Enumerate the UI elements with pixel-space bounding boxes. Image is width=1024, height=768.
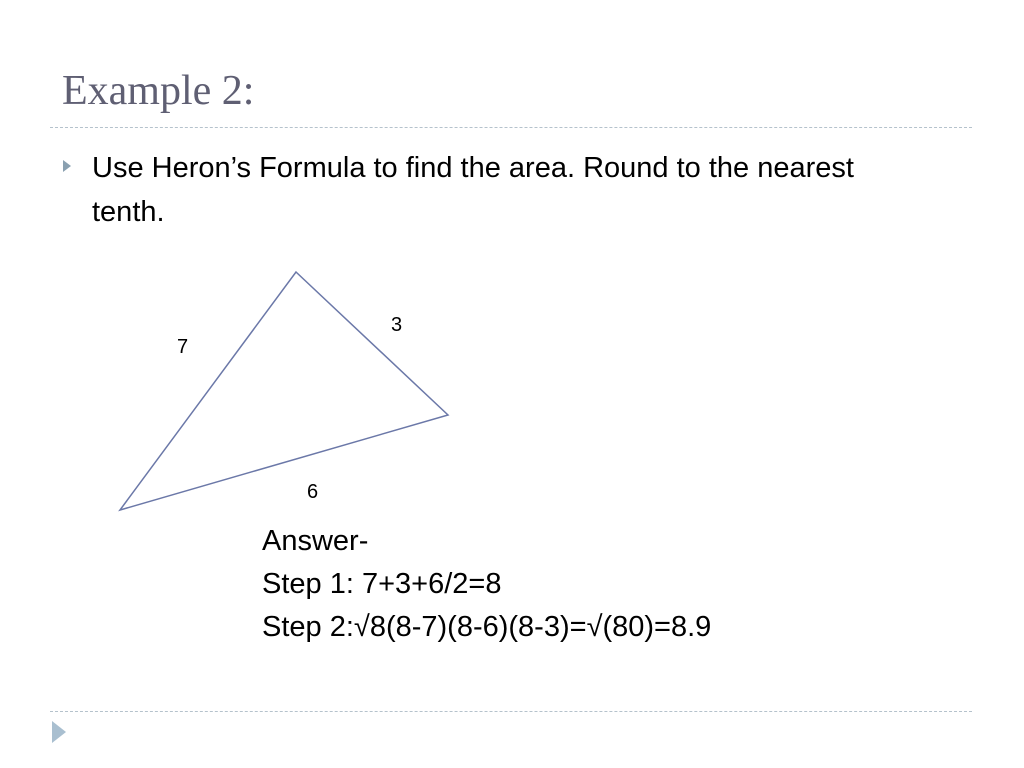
answer-block xyxy=(262,520,711,649)
answer-step-2: Step 2:√8(8-7)(8-6)(8-3)=√(80)=8.9 xyxy=(262,611,712,643)
answer-step-1: Step 1: 7+3+6/2=8 xyxy=(262,568,502,600)
bullet-text: Use Heron’s Formula to find the area. Round to the nearest tenth. xyxy=(92,152,854,228)
footer-divider xyxy=(50,711,972,712)
answer-heading: Answer- xyxy=(262,525,369,557)
play-arrow-icon[interactable] xyxy=(52,721,66,743)
side-label-left: 7 xyxy=(177,336,189,358)
slide-title: Example 2: xyxy=(62,68,255,114)
triangle-shape xyxy=(120,272,448,510)
side-label-bottom: 6 xyxy=(307,481,319,503)
side-label-right: 3 xyxy=(391,314,403,336)
